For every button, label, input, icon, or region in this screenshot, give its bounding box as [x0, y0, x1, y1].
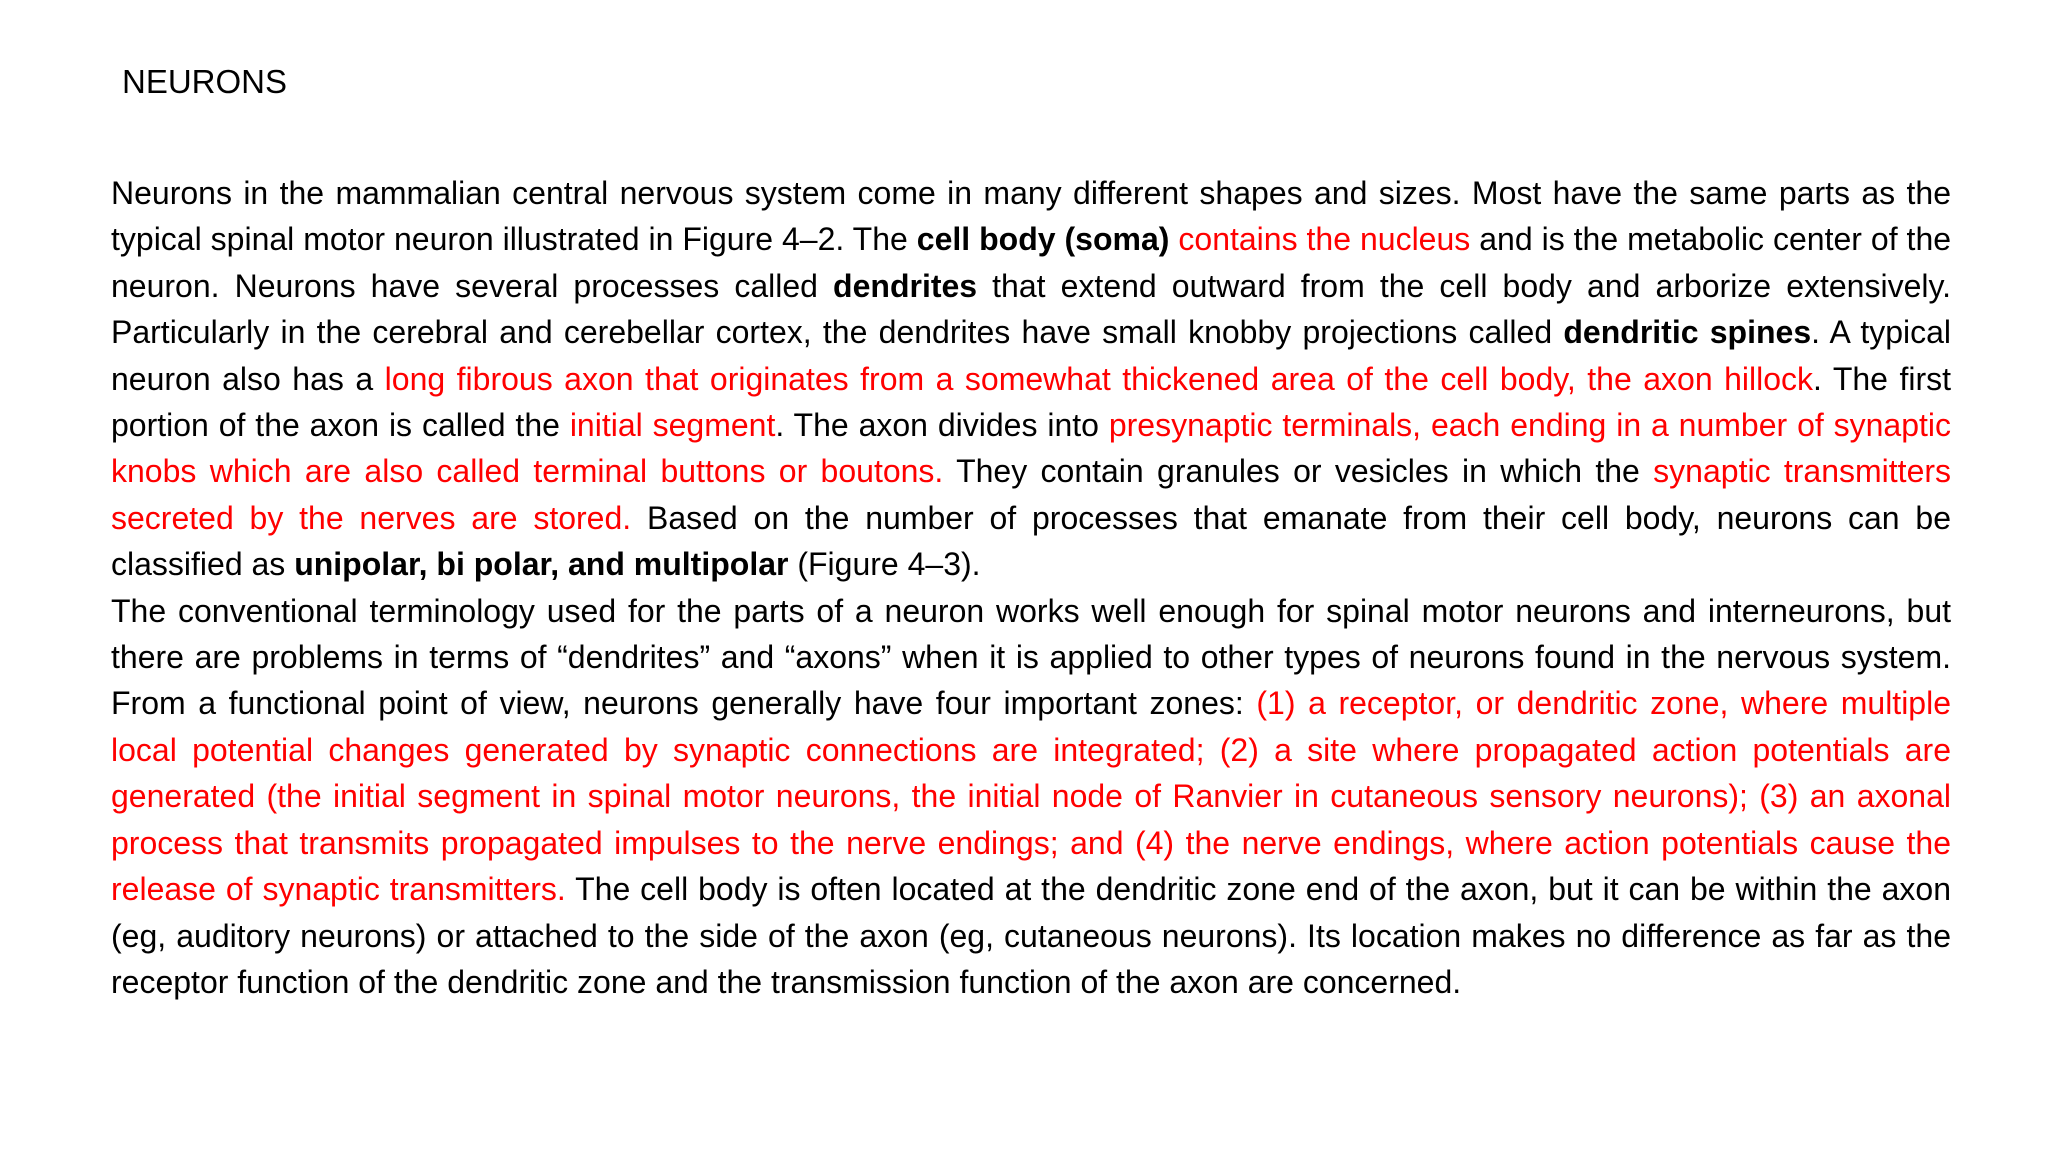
text-run: that extend outward from the cell body and arborize extensively. Particularly in the cerebral and cerebellar cortex, the dendrites have small knobby projections called	[111, 267, 1952, 351]
highlighted-text: initial segment	[569, 407, 776, 444]
highlighted-text: long fibrous axon that originates from a somewhat thickened area of the cell body, the axon hillock	[384, 360, 1814, 397]
bold-term-classification: unipolar, bi polar, and multipolar	[294, 546, 789, 583]
text-run: . The axon divides into	[775, 407, 1109, 444]
text-run: (Figure 4–3).	[788, 546, 981, 583]
bold-term-dendrites: dendrites	[833, 267, 978, 304]
highlighted-text: (1) a receptor, or dendritic zone, where multiple local potential changes generated by synaptic connections are integrated; (2) a site where propagated action potentials are generated (the initial segment in spinal motor neurons, the initial node of Ranvier in cutaneous sensory neurons); (3) an axonal process that transmits propagated impulses to the nerve endings; and (4) the nerve endings, where action potentials cause the release of synaptic transmitters.	[111, 685, 1952, 908]
text-run: The cell body is often located at the dendritic zone end of the axon, but it can be within the axon (eg, auditory neurons) or attached to the side of the axon (eg, cutaneous neurons). Its location makes no difference as far as the receptor function of the dendritic zone and the transmission function of the axon are concerned.	[111, 871, 1952, 1000]
bold-term-cell-body: cell body (soma)	[916, 221, 1170, 258]
paragraph	[111, 170, 1951, 588]
bold-term-dendritic-spines: dendritic spines	[1563, 314, 1812, 351]
text-run: Based on the number of processes that emanate from their cell body, neurons can be classified as	[111, 499, 1952, 583]
highlighted-text: contains the nucleus	[1178, 221, 1471, 258]
text-run: . The first portion of the axon is called the	[111, 360, 1952, 444]
slide-body	[111, 170, 1951, 1005]
text-run: The conventional terminology used for the parts of a neuron works well enough for spinal motor neurons and interneurons, but there are problems in terms of “dendrites” and “axons” when it is applied to other types of neurons found in the nervous system. From a functional point of view, neurons generally have four important zones:	[111, 592, 1951, 722]
text-run: Neurons in the mammalian central nervous system come in many different shapes and sizes. Most have the same parts as the typical spinal motor neuron illustrated in Figure 4–2. The	[111, 175, 1951, 258]
text-run: . A typical neuron also has a	[111, 314, 1952, 397]
text-run: They contain granules or vesicles in which the	[943, 453, 1654, 490]
text-run: and is the metabolic center of the neuron. Neurons have several processes called	[111, 221, 1952, 304]
highlighted-text: presynaptic terminals, each ending in a number of synaptic knobs which are also called terminal buttons or boutons.	[111, 407, 1952, 490]
highlighted-text: synaptic transmitters secreted by the nerves are stored.	[111, 453, 1952, 536]
paragraph	[111, 588, 1951, 1006]
slide-title: NEURONS	[122, 63, 288, 100]
